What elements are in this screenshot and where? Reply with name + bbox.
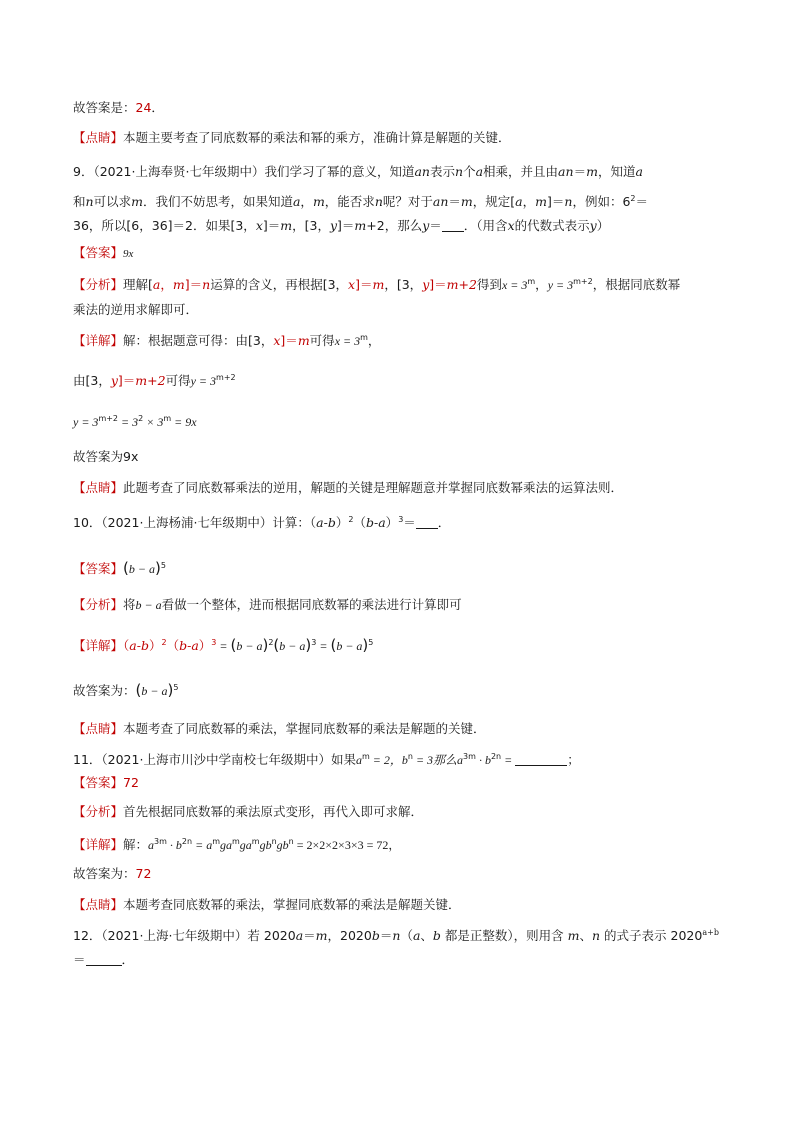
text-fragment: m [251, 837, 260, 846]
q11-comment [73, 896, 461, 914]
text-fragment: x [255, 218, 263, 233]
text-fragment: ，能否求 [324, 194, 375, 209]
q9-detail-line-2 [73, 369, 236, 390]
text-fragment: × 3 [143, 415, 164, 429]
text-fragment: （ [123, 638, 130, 653]
text-fragment: ]＝ [280, 333, 298, 348]
text-fragment: ） [335, 515, 349, 530]
text-fragment: a [152, 277, 161, 292]
text-fragment: b-a [365, 515, 386, 530]
answer-blank [515, 752, 567, 766]
text-fragment: y [422, 218, 430, 233]
text-fragment: m [232, 837, 240, 846]
text-fragment: b − a [128, 562, 155, 576]
text-fragment: 乘法的逆用求解即可． [73, 302, 199, 317]
text-fragment: m [280, 218, 293, 233]
text-fragment: b − a [141, 684, 168, 698]
text-fragment: ]＝ [184, 277, 203, 292]
text-fragment: ； [567, 752, 580, 767]
text-fragment: = 2×2×2×3×3 = 72， [293, 838, 401, 852]
text-fragment: x [348, 277, 356, 292]
text-fragment: m [460, 194, 473, 209]
parenthesis: ) [362, 636, 369, 654]
text-fragment: m+2 [216, 373, 236, 382]
text-fragment: = 3那么 [412, 753, 458, 767]
text-fragment: 都是正整数），则用含 [440, 928, 564, 943]
text-fragment: ） [385, 515, 399, 530]
text-fragment: 呢？对于 [382, 194, 433, 209]
text-fragment: ]＝ [355, 277, 373, 292]
text-fragment: b − a [336, 639, 363, 653]
text-fragment: a [148, 838, 155, 852]
q11-analysis [73, 803, 423, 821]
text-fragment: y [110, 373, 118, 388]
text-fragment: 5 [173, 683, 179, 692]
text-fragment: ＝ [403, 515, 416, 530]
text-fragment: 2 [138, 414, 144, 423]
text-fragment: 3 [211, 638, 217, 647]
text-fragment: 2n [181, 837, 193, 846]
text-fragment: m [315, 928, 328, 943]
text-fragment: 理解[ [123, 277, 153, 292]
text-fragment: ＝ [573, 164, 587, 179]
detail-tag: 【详解】 [73, 837, 124, 852]
parenthesis: ( [135, 681, 142, 699]
answer-value: 9x [123, 248, 134, 260]
text-fragment: 的代数式表示 [514, 218, 590, 233]
answer-value: 24 [135, 100, 152, 115]
text-fragment: 2 [348, 515, 354, 524]
text-fragment: 可得 [309, 333, 335, 348]
text-fragment: 11．（2021·上海市川沙中学南校七年级期中）如果 [73, 752, 356, 767]
text-fragment: ） [596, 218, 610, 233]
parenthesis: ) [154, 559, 161, 577]
text-fragment: gb [259, 838, 272, 852]
parenthesis: ) [167, 681, 174, 699]
text-fragment: = a [192, 838, 213, 852]
text-fragment: 表示 [429, 164, 455, 179]
text-fragment: 可以求 [93, 194, 132, 209]
text-fragment: m [535, 194, 547, 209]
text-fragment: a-b [129, 638, 149, 653]
text-fragment: （ [353, 515, 366, 530]
analysis-tag: 【分析】 [73, 277, 124, 292]
q9-line-2 [73, 190, 648, 211]
text-fragment: an [432, 194, 449, 209]
text-fragment: 5 [160, 561, 166, 570]
text-fragment: m [172, 277, 185, 292]
text-fragment: 2 [630, 194, 636, 203]
text-fragment: （ [166, 638, 180, 653]
text-fragment: y = 3 [547, 278, 574, 292]
q9-final [73, 448, 138, 466]
text-fragment: 9．（2021·上海奉贤·七年级期中）我们学习了幂的意义，知道 [73, 164, 415, 179]
text-fragment: 个 [463, 164, 476, 179]
text-fragment: 12．（2021·上海·七年级期中）若 2020 [73, 928, 296, 943]
q11-answer [73, 774, 139, 792]
q9-comment [73, 479, 623, 497]
text-fragment: an [558, 164, 574, 179]
answer-tag: 【答案】 [73, 561, 124, 576]
text-fragment: a [355, 753, 362, 767]
text-fragment: ，知道 [597, 164, 636, 179]
text-fragment: n [374, 194, 383, 209]
text-fragment: y [422, 277, 430, 292]
q11-detail [73, 833, 400, 854]
text-fragment: ＝ [429, 218, 442, 233]
text-fragment: 解： [123, 837, 149, 852]
text-fragment: y [589, 218, 597, 233]
q10-final [73, 679, 178, 700]
parenthesis: ( [123, 559, 129, 577]
text-fragment: = [216, 639, 231, 653]
text-fragment: m+2 [98, 414, 119, 423]
text-fragment: 由[3， [73, 373, 111, 388]
answer-line-prev [73, 99, 164, 117]
text-fragment: m+2 [573, 277, 593, 286]
text-fragment: 和 [73, 194, 86, 209]
text-fragment: a [457, 753, 464, 767]
text-fragment: m [586, 164, 598, 179]
text-fragment: a-b [316, 515, 336, 530]
q11-final [73, 865, 151, 883]
text-fragment: m [131, 194, 143, 209]
text-fragment: ， [367, 333, 381, 348]
text-fragment: ga [220, 838, 232, 852]
text-fragment: n [407, 752, 413, 761]
text-fragment: m+2 [446, 277, 477, 292]
comment-tag: 【点睛】 [73, 130, 124, 145]
text-fragment: ， [160, 277, 173, 292]
text-fragment: b − a [236, 639, 263, 653]
answer-tag: 【答案】 [73, 775, 124, 790]
comment-line-prev [73, 129, 511, 147]
text-fragment: a [292, 194, 301, 209]
text-fragment: 得到 [476, 277, 502, 292]
text-fragment: 故答案为9x [73, 449, 139, 464]
text-fragment: 故答案为： [73, 866, 136, 881]
text-fragment: = 9x [171, 415, 197, 429]
text-fragment: ） [148, 638, 162, 653]
text-fragment: ＝ [635, 194, 649, 209]
text-fragment: ]＝ [547, 194, 565, 209]
q10-analysis [73, 596, 462, 614]
q12-line-1 [73, 924, 719, 945]
text-fragment: ， [535, 277, 548, 292]
text-fragment: m [372, 277, 385, 292]
text-fragment: b − a [279, 639, 306, 653]
text-fragment: 3 [398, 515, 404, 524]
text-fragment: ]＝ [117, 373, 136, 388]
text-fragment: m [361, 752, 370, 761]
text: 故答案是： [73, 100, 136, 115]
text-fragment: x = 3 [334, 334, 361, 348]
parenthesis: ( [330, 636, 337, 654]
text-fragment: ，根据同底数幂 [592, 277, 681, 292]
text-fragment: ＝ [73, 952, 86, 967]
text-fragment: ＝ [379, 928, 393, 943]
text-fragment: a [295, 928, 304, 943]
q9-answer [73, 244, 133, 263]
text-fragment: = 3 [118, 415, 139, 429]
text-fragment: 3m [154, 837, 167, 846]
text-fragment: m [312, 194, 325, 209]
comment-tag: 【点睛】 [73, 721, 124, 736]
q9-detail-line-1 [73, 329, 380, 350]
text-fragment: 36，所以[6，36]＝2．如果[3， [73, 218, 256, 233]
text-fragment: 可得 [165, 373, 191, 388]
text-fragment: 故答案为： [73, 683, 136, 698]
text-fragment: b [432, 928, 441, 943]
text-fragment: ]＝ [429, 277, 447, 292]
text-fragment: m [354, 218, 367, 233]
detail-tag: 【详解】 [73, 638, 124, 653]
q9-line-1 [73, 163, 643, 181]
text-fragment: m [360, 333, 368, 342]
analysis-tag: 【分析】 [73, 804, 124, 819]
parenthesis: ( [230, 636, 237, 654]
text-fragment: 、 [420, 928, 433, 943]
answer-value: 72 [123, 775, 139, 790]
text-fragment: b-a [179, 638, 199, 653]
parenthesis: ) [262, 636, 269, 654]
text-fragment: ，例如：6 [572, 194, 631, 209]
parenthesis: ( [273, 636, 280, 654]
text-fragment: n [455, 164, 464, 179]
text-fragment: n [288, 837, 294, 846]
q10-line-1 [73, 511, 450, 532]
text-fragment: 2 [161, 638, 167, 647]
text-fragment: ＝ [448, 194, 461, 209]
q10-comment [73, 720, 486, 738]
text-fragment: 运算的含义，再根据[3， [210, 277, 349, 292]
text-fragment: ]＝ [337, 218, 355, 233]
text-fragment: 相乘，并且由 [483, 164, 559, 179]
text-fragment: 此题考查了同底数幂乘法的逆用，解题的关键是理解题意并掌握同底数幂乘法的运算法则． [123, 480, 624, 495]
text-fragment: 、 [579, 928, 593, 943]
text-fragment: ， [300, 194, 313, 209]
text-fragment: = [501, 753, 516, 767]
comment-tag: 【点睛】 [73, 480, 124, 495]
q9-analysis-line-2 [73, 301, 198, 319]
q11-line-1 [73, 748, 580, 769]
answer-blank [442, 218, 464, 232]
text-fragment: ．我们不妨思考，如果知道 [142, 194, 293, 209]
text-fragment: b [371, 928, 380, 943]
text-fragment: 本题考查了同底数幂的乘法，掌握同底数幂的乘法是解题的关键． [123, 721, 486, 736]
text-fragment: 10．（2021·上海杨浦·七年级期中）计算：（ [73, 515, 317, 530]
text-fragment: ，2020 [327, 928, 372, 943]
text-fragment: x [273, 333, 281, 348]
q9-line-3 [73, 217, 609, 235]
text-fragment: b [401, 753, 408, 767]
text-fragment: n [85, 194, 94, 209]
text-fragment: ga [239, 838, 252, 852]
q12-line-2 [73, 951, 134, 969]
text-fragment: ， [522, 194, 536, 209]
text-fragment: （ [400, 928, 413, 943]
text-fragment: = 2， [369, 753, 402, 767]
text-fragment: +2，那么 [366, 218, 423, 233]
text-fragment: ]＝ [262, 218, 281, 233]
text-fragment: 看做一个整体，进而根据同底数幂的乘法进行计算即可 [161, 597, 462, 612]
answer-blank [86, 952, 122, 966]
text-fragment: n [564, 194, 573, 209]
detail-tag: 【详解】 [73, 333, 124, 348]
text-fragment: 的式子表示 2020 [600, 928, 703, 943]
text-fragment: n [202, 277, 211, 292]
text-fragment: ，[3， [384, 277, 423, 292]
q9-analysis-line-1 [73, 273, 680, 294]
text-fragment: ） [198, 638, 212, 653]
text-fragment: a [515, 194, 523, 209]
text-fragment: x = 3 [501, 278, 528, 292]
comment-tag: 【点睛】 [73, 897, 124, 912]
text-fragment: 3m [463, 752, 476, 761]
text-fragment: 72 [135, 866, 152, 881]
text-fragment: = [316, 639, 331, 653]
text-fragment: · b [166, 838, 182, 852]
answer-tag: 【答案】 [73, 245, 124, 260]
text-fragment: m [563, 928, 580, 943]
text-fragment: y [329, 218, 338, 233]
text-fragment: 将 [123, 597, 136, 612]
text-fragment: n [271, 837, 277, 846]
text-fragment: ，[3， [292, 218, 330, 233]
text-fragment: gb [276, 838, 289, 852]
text: ． [151, 100, 164, 115]
q9-detail-line-3 [73, 410, 197, 431]
q10-answer [73, 557, 166, 578]
text-fragment: 2n [490, 752, 502, 761]
parenthesis: ) [305, 636, 312, 654]
text-fragment: ． [437, 515, 451, 530]
text-fragment: x [507, 218, 515, 233]
text-fragment: ，规定[ [472, 194, 516, 209]
text-fragment: b − a [135, 598, 162, 612]
analysis-tag: 【分析】 [73, 597, 124, 612]
text-fragment: an [414, 164, 430, 179]
q10-detail [73, 634, 373, 655]
text-fragment: a+b [702, 928, 719, 937]
text-fragment: a [635, 164, 643, 179]
text-fragment: a [412, 928, 421, 943]
text-fragment: 3 [311, 638, 317, 647]
text-fragment: y = 3 [73, 415, 99, 429]
answer-blank [416, 515, 438, 529]
text-fragment: ． [121, 952, 135, 967]
text-fragment: m [297, 333, 310, 348]
text-fragment: 5 [368, 638, 374, 647]
text-fragment: a [475, 164, 484, 179]
text-fragment: y = 3 [190, 374, 217, 388]
text-fragment: 首先根据同底数幂的乘法原式变形，再代入即可求解． [123, 804, 424, 819]
text-fragment: n [592, 928, 601, 943]
text-fragment: 2 [268, 638, 274, 647]
text-fragment: m [163, 414, 172, 423]
comment-text: 本题主要考查了同底数幂的乘法和幂的乘方，准确计算是解题的关键． [123, 130, 511, 145]
text-fragment: ．（用含 [463, 218, 508, 233]
text-fragment: n [392, 928, 401, 943]
text-fragment: m [527, 277, 536, 286]
text-fragment: · b [475, 753, 491, 767]
text-fragment: m+2 [135, 373, 166, 388]
text-fragment: m [212, 837, 220, 846]
text-fragment: 本题考查同底数幂的乘法，掌握同底数幂的乘法是解题关键． [123, 897, 461, 912]
text-fragment: ＝ [303, 928, 316, 943]
text-fragment: 解：根据题意可得：由[3， [123, 333, 274, 348]
